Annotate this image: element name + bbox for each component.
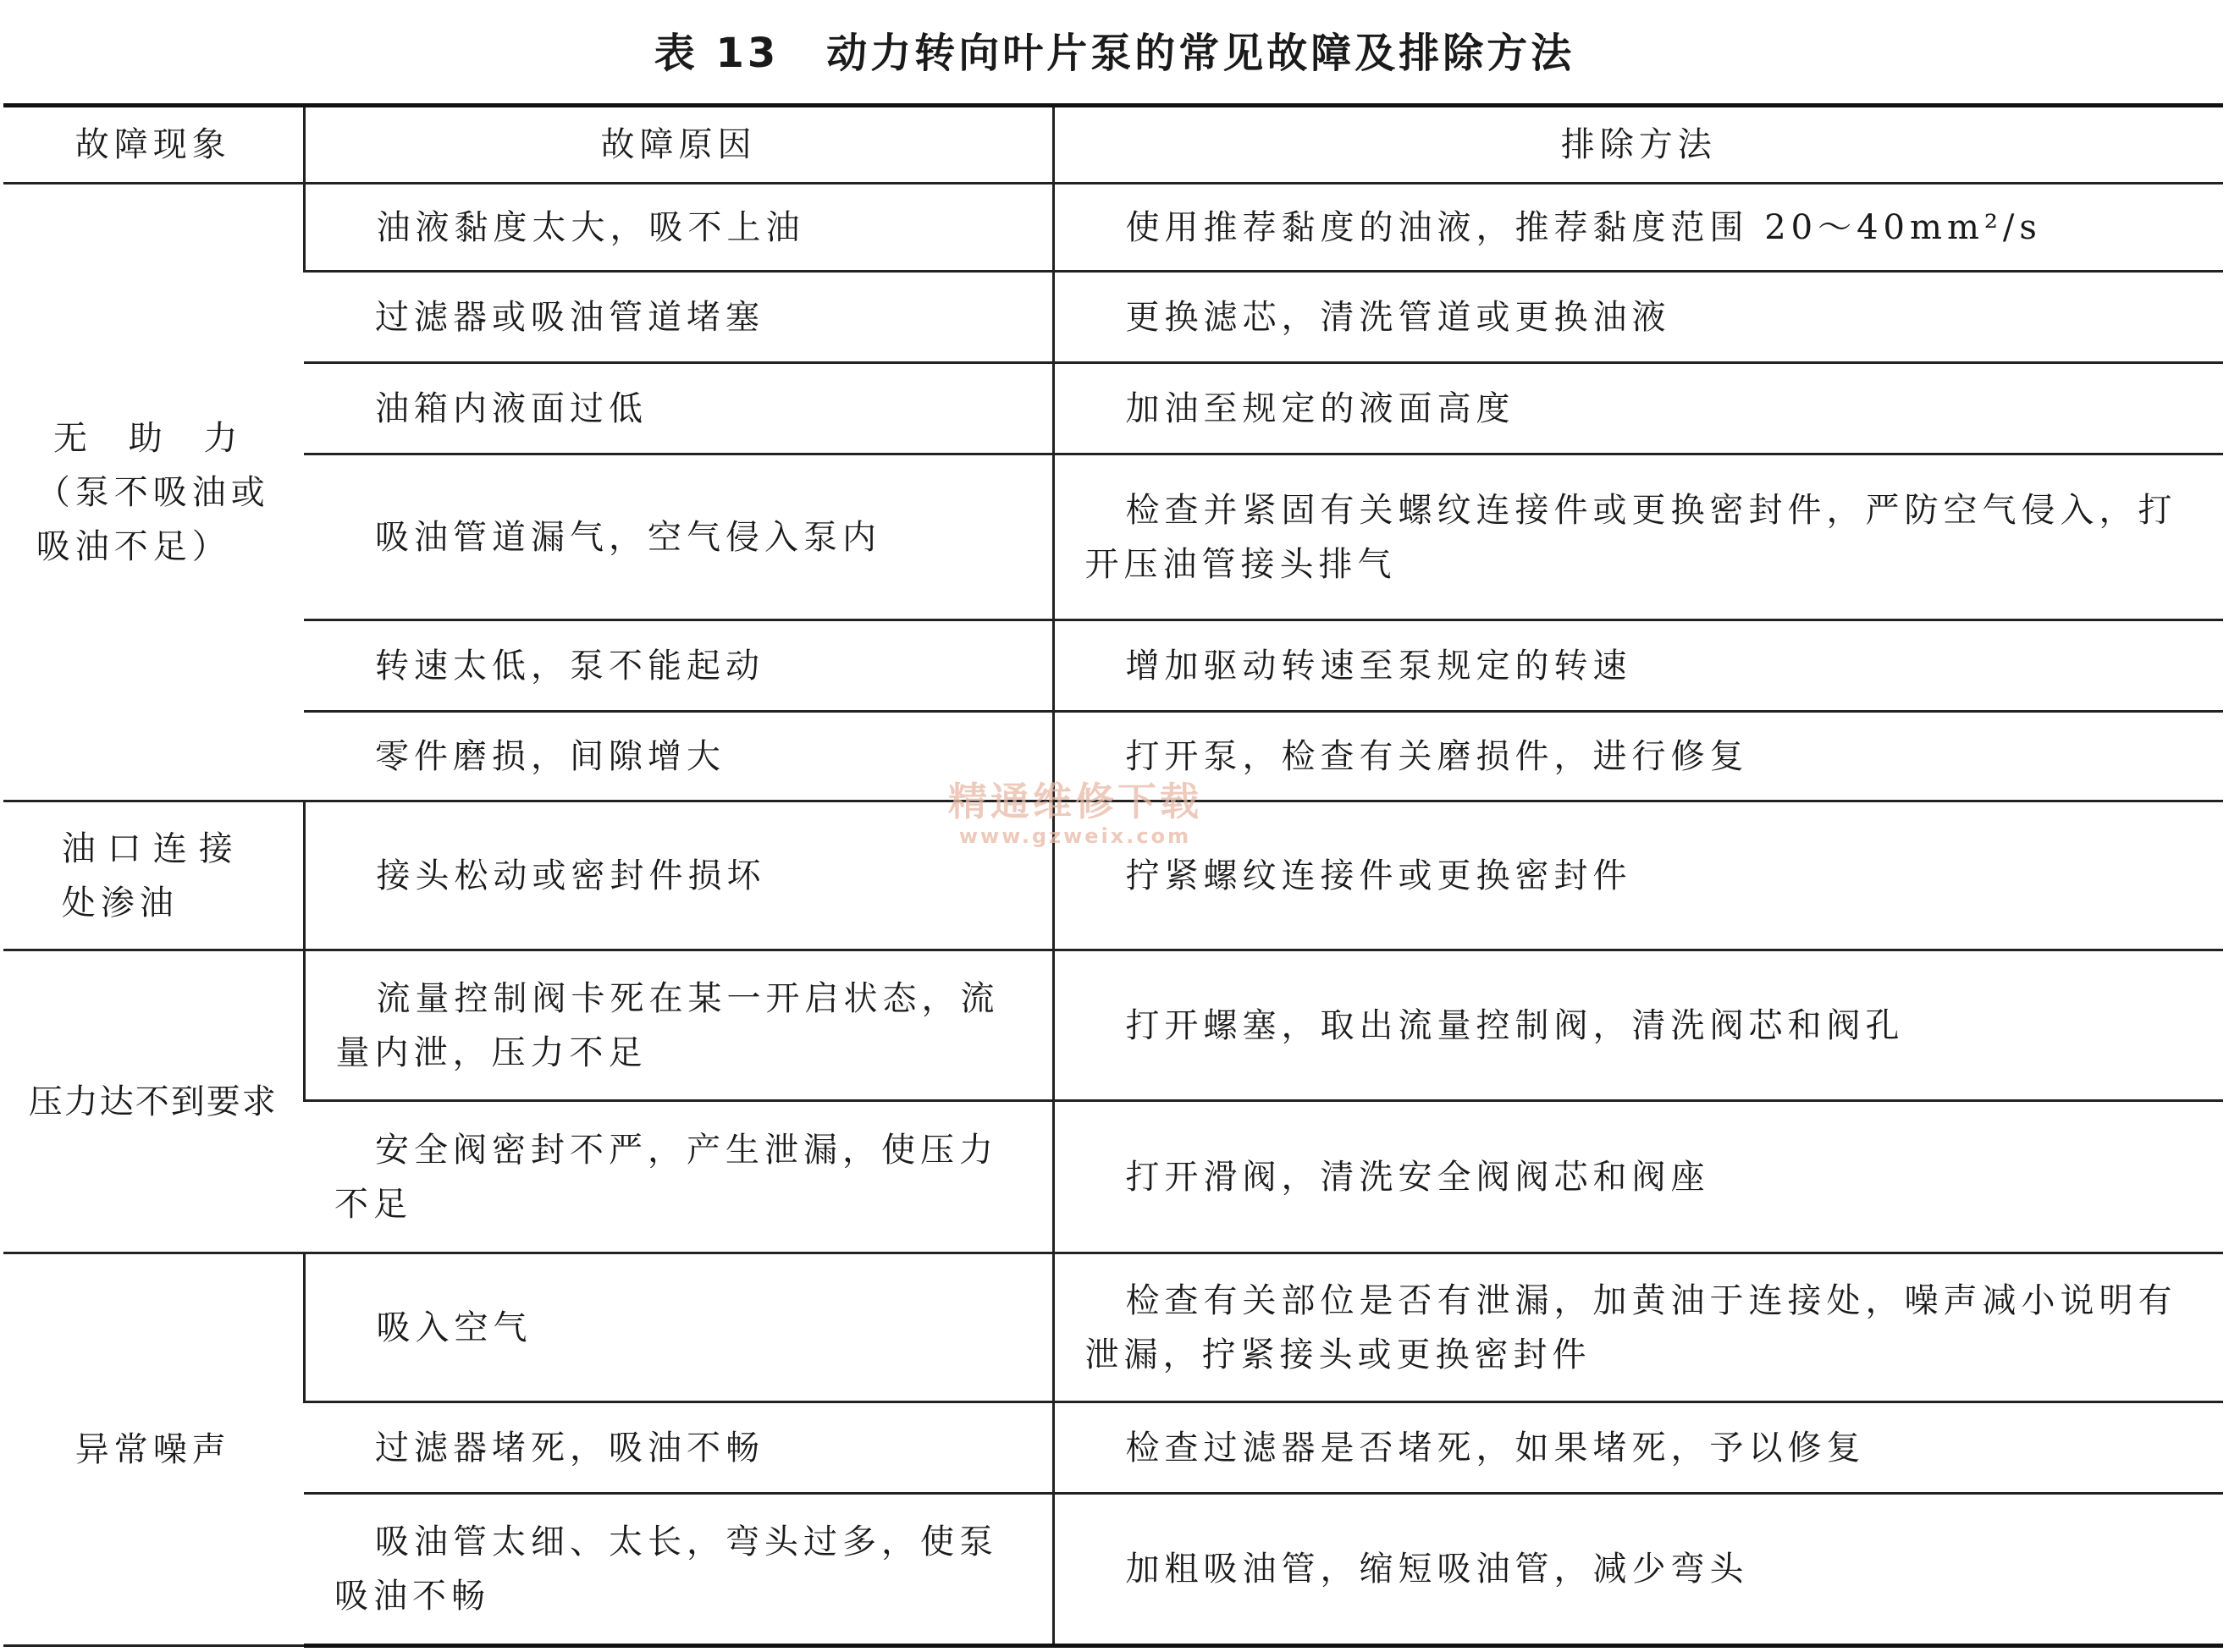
fix-cell: 加粗吸油管，缩短吸油管，减少弯头 [1053,1494,2223,1646]
header-symptom: 故障现象 [3,106,304,184]
fix-cell: 检查过滤器是否堵死，如果堵死，予以修复 [1053,1402,2223,1494]
header-cause: 故障原因 [304,106,1053,184]
cause-cell: 零件磨损，间隙增大 [304,712,1053,801]
symptom-cell [3,801,304,950]
cause-cell: 吸油管太细、太长，弯头过多，使泵吸油不畅 [304,1494,1053,1646]
table-row [3,454,2223,620]
table-row [3,1101,2223,1253]
symptom-cell [3,184,304,801]
cause-cell: 过滤器堵死，吸油不畅 [304,1402,1053,1494]
symptom-line: 油口连接 [61,829,245,868]
table-title-text: 动力转向叶片泵的常见故障及排除方法 [826,30,1575,77]
table-title [0,24,2229,83]
fix-cell: 打开泵，检查有关磨损件，进行修复 [1053,712,2223,801]
table-row [3,1402,2223,1494]
fault-table [3,103,2223,1648]
fix-cell: 拧紧螺纹连接件或更换密封件 [1053,801,2223,950]
table-row [3,363,2223,454]
table-row [3,1494,2223,1646]
symptom-line: 处渗油 [61,883,179,922]
symptom-line: 吸油不足） [36,526,231,566]
table-row [3,272,2223,363]
symptom-line: （泵不吸油或 [36,472,270,512]
symptom-cell [3,1253,304,1646]
cause-cell: 安全阀密封不严，产生泄漏，使压力不足 [304,1101,1053,1253]
table-row [3,620,2223,712]
table-number: 表 13 [654,30,780,77]
symptom-line: 无 助 力 [53,418,253,458]
header-fix: 排除方法 [1053,106,2223,184]
fix-cell: 增加驱动转速至泵规定的转速 [1053,620,2223,712]
cause-cell: 吸入空气 [304,1253,1053,1402]
table-row [3,801,2223,950]
fix-cell: 更换滤芯，清洗管道或更换油液 [1053,272,2223,363]
table-row [3,712,2223,801]
watermark-text: 精通维修下载 [948,779,1202,824]
symptom-line: 压力达不到要求 [28,1082,278,1121]
fix-cell: 打开螺塞，取出流量控制阀，清洗阀芯和阀孔 [1053,950,2223,1101]
cause-cell: 过滤器或吸油管道堵塞 [304,272,1053,363]
fix-cell: 打开滑阀，清洗安全阀阀芯和阀座 [1053,1101,2223,1253]
symptom-cell [3,950,304,1253]
fix-cell: 使用推荐黏度的油液，推荐黏度范围 20～40mm²/s [1053,184,2223,272]
cause-cell: 流量控制阀卡死在某一开启状态，流量内泄，压力不足 [304,950,1053,1101]
cause-cell: 吸油管道漏气，空气侵入泵内 [304,454,1053,620]
table-row [3,1253,2223,1402]
cause-cell: 油液黏度太大，吸不上油 [304,184,1053,272]
cause-cell: 转速太低，泵不能起动 [304,620,1053,712]
watermark-url: www.gzweix.com [958,824,1192,848]
fix-cell: 检查有关部位是否有泄漏，加黄油于连接处，噪声减小说明有泄漏，拧紧接头或更换密封件 [1053,1253,2223,1402]
symptom-line: 异常噪声 [74,1429,231,1469]
fix-cell: 加油至规定的液面高度 [1053,363,2223,454]
table-row [3,950,2223,1101]
table-header-row [3,106,2223,184]
cause-cell: 接头松动或密封件损坏 [304,801,1053,950]
cause-cell: 油箱内液面过低 [304,363,1053,454]
fix-cell: 检查并紧固有关螺纹连接件或更换密封件，严防空气侵入，打开压油管接头排气 [1053,454,2223,620]
table-row [3,184,2223,272]
